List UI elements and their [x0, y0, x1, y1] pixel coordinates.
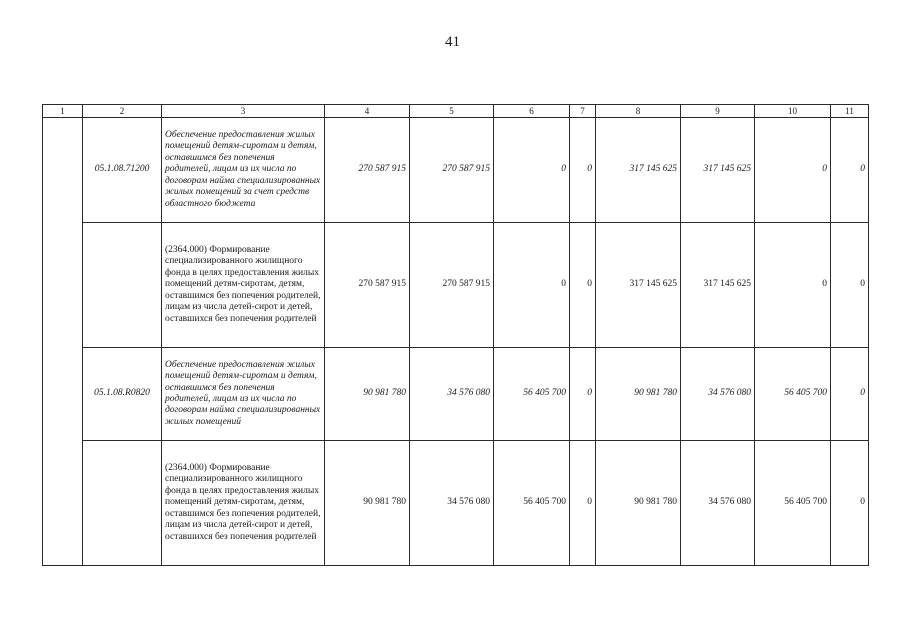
- row-value-col5: 270 587 915: [410, 118, 494, 223]
- row-name: (2364.000) Формирование специализированного жилищного фонда в целях предоставления жилых помещений детям-сиротам, детям, оставшимся без попечения родителей, лицам из числа детей-сирот и детей, оставшихся без попечения родителей: [162, 441, 325, 566]
- row-value-col10: 56 405 700: [755, 441, 831, 566]
- row-value-col10: 0: [755, 223, 831, 348]
- column-number-1: 1: [43, 105, 83, 118]
- page-number: 41: [445, 34, 460, 50]
- row-code: [83, 441, 162, 566]
- row-value-col9: 34 576 080: [681, 348, 755, 441]
- column-number-7: 7: [570, 105, 596, 118]
- table-header-row: [43, 105, 869, 118]
- row-value-col11: 0: [831, 118, 869, 223]
- table-row: [43, 223, 869, 348]
- row-code: 05.1.08.R0820: [83, 348, 162, 441]
- row-name: (2364.000) Формирование специализированного жилищного фонда в целях предоставления жилых помещений детям-сиротам, детям, оставшимся без попечения родителей, лицам из числа детей-сирот и детей, оставшихся без попечения родителей: [162, 223, 325, 348]
- column-number-11: 11: [831, 105, 869, 118]
- row-value-col7: 0: [570, 348, 596, 441]
- row-value-col9: 317 145 625: [681, 223, 755, 348]
- row-value-col8: 90 981 780: [596, 348, 681, 441]
- table-row: [43, 441, 869, 566]
- row-value-col6: 0: [494, 223, 570, 348]
- column-number-6: 6: [494, 105, 570, 118]
- table-row: [43, 118, 869, 223]
- row-name: Обеспечение предоставления жилых помещений детям-сиротам и детям, оставшимся без попечения родителей, лицам из их числа по договорам найма специализированных жилых помещений за счет средств областного бюджета: [162, 118, 325, 223]
- row-value-col11: 0: [831, 223, 869, 348]
- row-value-col7: 0: [570, 223, 596, 348]
- row-value-col4: 90 981 780: [325, 441, 410, 566]
- row-name: Обеспечение предоставления жилых помещений детям-сиротам и детям, оставшимся без попечения родителей, лицам из их числа по договорам найма специализированных жилых помещений: [162, 348, 325, 441]
- row-value-col7: 0: [570, 441, 596, 566]
- row-value-col5: 270 587 915: [410, 223, 494, 348]
- row-value-col9: 34 576 080: [681, 441, 755, 566]
- column-number-5: 5: [410, 105, 494, 118]
- row-value-col6: 56 405 700: [494, 348, 570, 441]
- row-value-col8: 317 145 625: [596, 118, 681, 223]
- column-number-4: 4: [325, 105, 410, 118]
- column-number-8: 8: [596, 105, 681, 118]
- column-number-3: 3: [162, 105, 325, 118]
- row-value-col4: 270 587 915: [325, 223, 410, 348]
- row-value-col11: 0: [831, 348, 869, 441]
- row-value-col4: 90 981 780: [325, 348, 410, 441]
- row-value-col8: 90 981 780: [596, 441, 681, 566]
- column-number-2: 2: [83, 105, 162, 118]
- row-value-col11: 0: [831, 441, 869, 566]
- row-code: 05.1.08.71200: [83, 118, 162, 223]
- row-value-col7: 0: [570, 118, 596, 223]
- row-value-col6: 0: [494, 118, 570, 223]
- row-value-col10: 56 405 700: [755, 348, 831, 441]
- column-number-10: 10: [755, 105, 831, 118]
- row-value-col9: 317 145 625: [681, 118, 755, 223]
- column-number-9: 9: [681, 105, 755, 118]
- merged-first-column-cell: [43, 118, 83, 566]
- row-value-col5: 34 576 080: [410, 441, 494, 566]
- row-value-col5: 34 576 080: [410, 348, 494, 441]
- budget-table: [42, 104, 869, 566]
- row-value-col4: 270 587 915: [325, 118, 410, 223]
- row-value-col6: 56 405 700: [494, 441, 570, 566]
- row-value-col8: 317 145 625: [596, 223, 681, 348]
- table-row: [43, 348, 869, 441]
- row-code: [83, 223, 162, 348]
- row-value-col10: 0: [755, 118, 831, 223]
